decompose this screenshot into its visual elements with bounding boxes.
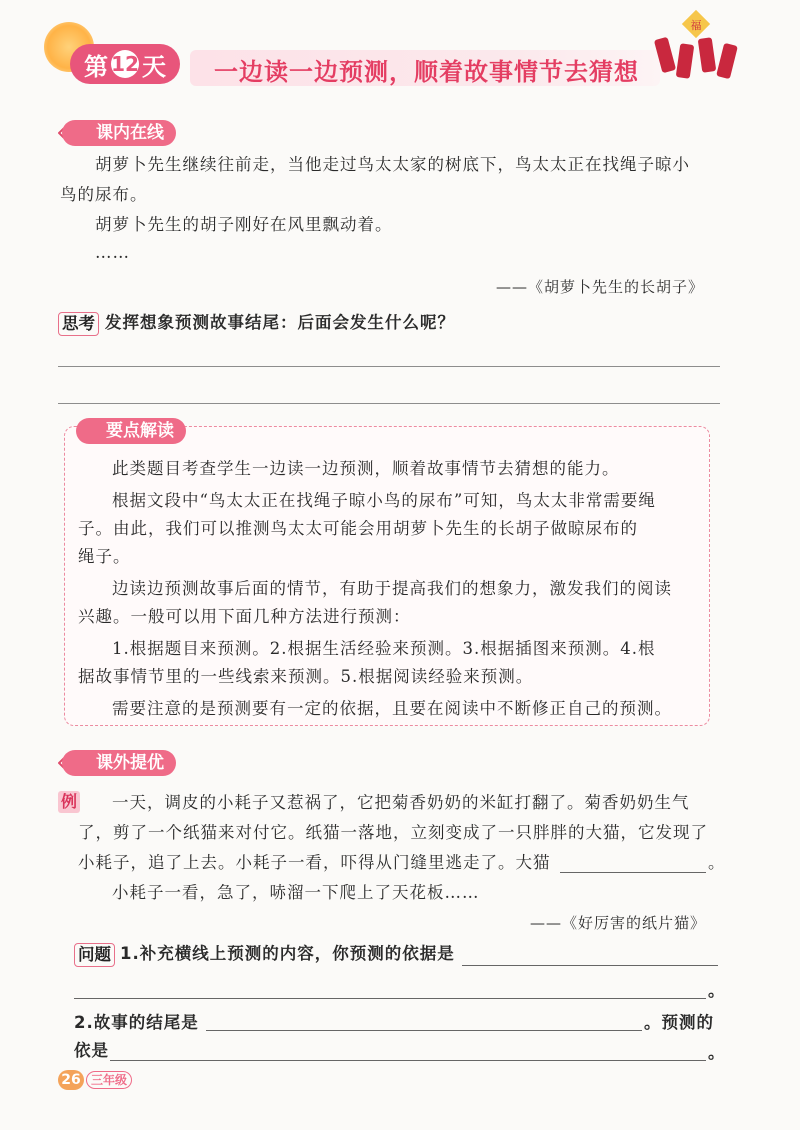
svg-text:福: 福 <box>690 19 702 32</box>
extra-line-4: 小耗子一看，急了，哧溜一下爬上了天花板…… <box>112 883 480 902</box>
answer-line-2[interactable] <box>58 403 720 404</box>
passage-ellipsis: …… <box>95 243 130 262</box>
q1-end: 。 <box>708 981 726 1000</box>
extra-line-3: 小耗子，追了上去。小耗子一看，吓得从门缝里逃走了。大猫 <box>78 853 551 872</box>
page-number: 26 <box>58 1070 84 1090</box>
passage-line-2: 鸟的尿布。 <box>60 185 148 204</box>
question-label: 问题 <box>74 943 115 967</box>
day-suffix: 天 <box>142 52 166 81</box>
extra-source: ——《好厉害的纸片猫》 <box>530 914 707 932</box>
q1-basis-blank-2[interactable] <box>74 982 706 999</box>
question-1: 1.补充横线上预测的内容，你预测的依据是 <box>120 944 455 963</box>
firecracker-decoration-icon <box>648 8 748 88</box>
extra-line-2: 了，剪了一个纸猫来对付它。纸猫一落地，立刻变成了一只胖胖的大猫，它发现了 <box>78 823 708 842</box>
extra-line-1: 一天，调皮的小耗子又惹祸了，它把菊香奶奶的米缸打翻了。菊香奶奶生气 <box>112 793 690 812</box>
prediction-blank[interactable] <box>560 856 706 873</box>
key-line-2: 根据文段中“鸟太太正在找绳子晾小鸟的尿布”可知，鸟太太非常需要绳 <box>112 491 656 510</box>
key-line-4: 绳子。 <box>78 547 131 566</box>
think-label: 思考 <box>58 312 99 336</box>
key-line-5: 边读边预测故事后面的情节，有助于提高我们的想象力，激发我们的阅读 <box>112 579 672 598</box>
example-label: 例 <box>58 791 80 813</box>
q2-ending-blank[interactable] <box>206 1014 642 1031</box>
day-badge <box>70 44 180 84</box>
q1-basis-blank-1[interactable] <box>462 949 718 966</box>
passage-line-3: 胡萝卜先生的胡子刚好在风里飘动着。 <box>95 215 393 234</box>
section-tag-in-class: 课内在线 <box>62 120 176 146</box>
key-line-7: 1.根据题目来预测。2.根据生活经验来预测。3.根据插图来预测。4.根 <box>112 639 656 658</box>
key-line-9: 需要注意的是预测要有一定的依据，且要在阅读中不断修正自己的预测。 <box>112 699 672 718</box>
answer-line-1[interactable] <box>58 366 720 367</box>
day-prefix: 第 <box>84 52 108 81</box>
key-line-8: 据故事情节里的一些线索来预测。5.根据阅读经验来预测。 <box>78 667 534 686</box>
page-title: 一边读一边预测，顺着故事情节去猜想 <box>214 58 639 86</box>
question-2-mid: 。预测的 <box>644 1013 714 1032</box>
key-line-1: 此类题目考查学生一边读一边预测，顺着故事情节去猜想的能力。 <box>112 459 620 478</box>
q2-basis-blank[interactable] <box>110 1044 706 1061</box>
think-question: 发挥想象预测故事结尾：后面会发生什么呢？ <box>105 313 455 332</box>
passage-line-1: 胡萝卜先生继续往前走，当他走过鸟太太家的树底下，鸟太太正在找绳子晾小 <box>95 155 690 174</box>
passage-source: ——《胡萝卜先生的长胡子》 <box>496 278 705 296</box>
q2-end: 。 <box>708 1043 726 1062</box>
day-number: 12 <box>111 52 139 76</box>
key-line-6: 兴趣。一般可以用下面几种方法进行预测： <box>78 607 411 626</box>
key-line-3: 子。由此，我们可以推测鸟太太可能会用胡萝卜先生的长胡子做晾尿布的 <box>78 519 638 538</box>
grade-label: 三年级 <box>86 1071 132 1089</box>
question-2-line2: 依是 <box>74 1041 109 1060</box>
section-tag-key-points: 要点解读 <box>76 418 186 444</box>
section-tag-extra: 课外提优 <box>62 750 176 776</box>
question-2: 2.故事的结尾是 <box>74 1013 199 1032</box>
extra-line-3-end: 。 <box>708 853 726 872</box>
